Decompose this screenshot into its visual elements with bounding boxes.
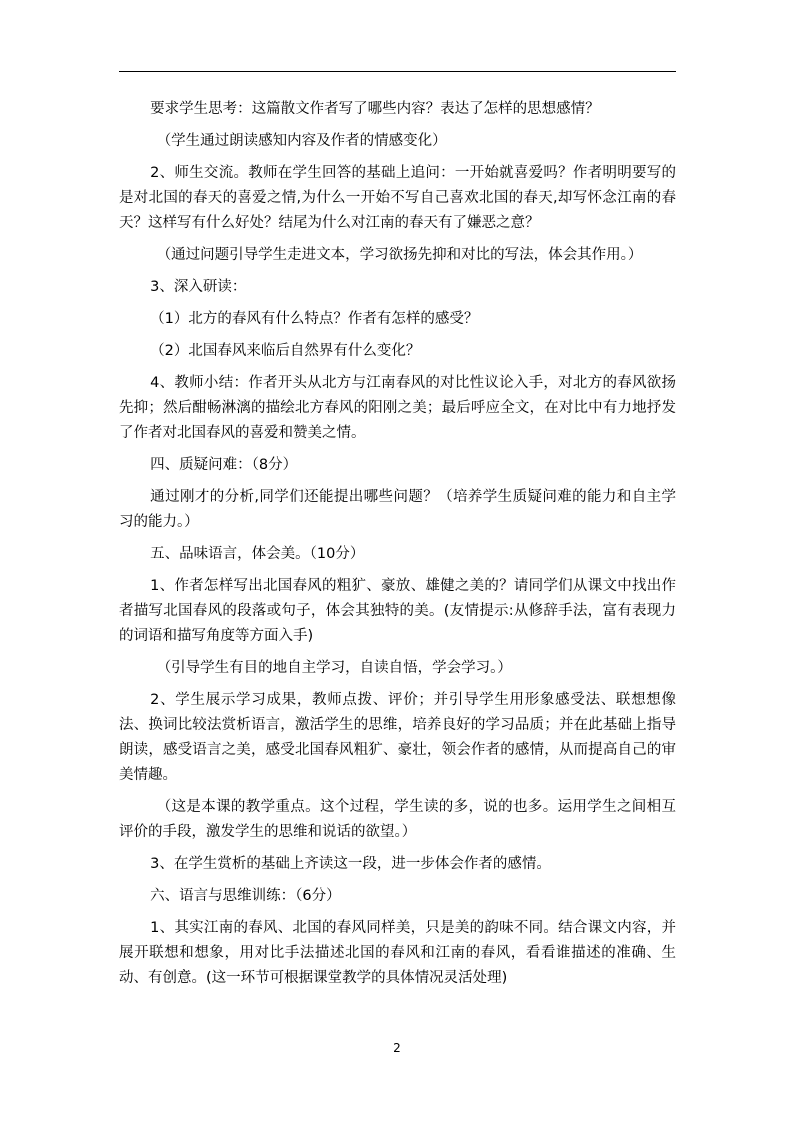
paragraph: 要求学生思考：这篇散文作者写了哪些内容？表达了怎样的思想感情？ (150, 101, 600, 117)
paragraph: 1、作者怎样写出北国春风的粗犷、豪放、雄健之美的？请同学们从课文中找出作者描写北国春风的段落或句子，体会其独特的美。(友情提示:从修辞手法，富有表现力的词语和描写角度等方面入手) (119, 578, 676, 644)
paragraph: 1、其实江南的春风、北国的春风同样美，只是美的韵味不同。结合课文内容，并展开联想和想象，用对比手法描述北国的春风和江南的春风，看看谁描述的准确、生动、有创意。(这一环节可根据课堂教学的具体情况灵活处理) (119, 920, 676, 986)
paragraph: 通过刚才的分析,同学们还能提出哪些问题？（培养学生质疑问难的能力和自主学习的能力。） (119, 489, 676, 530)
paragraph: 3、在学生赏析的基础上齐读这一段，进一步体会作者的感情。 (150, 856, 551, 872)
section-heading: 五、品味语言，体会美。（10分） (150, 546, 365, 562)
paragraph-note: （这是本课的教学重点。这个过程，学生读的多，说的也多。运用学生之间相互评价的手段，激发学生的思维和说话的欲望。） (119, 799, 676, 840)
section-heading: 六、语言与思维训练：（6分） (150, 888, 341, 904)
document-body (119, 97, 676, 998)
paragraph: 2、师生交流。教师在学生回答的基础上追问：一开始就喜爱吗？作者明明要写的是对北国的春天的喜爱之情,为什么一开始不写自己喜欢北国的春天,却写怀念江南的春天？这样写有什么好处？结尾为什么对江南的春天有了嫌恶之意？ (119, 165, 676, 231)
section-heading: 四、质疑问难：（8分） (150, 457, 298, 473)
paragraph: （1）北方的春风有什么特点？作者有怎样的感受？ (150, 311, 479, 327)
paragraph: 2、学生展示学习成果，教师点拨、评价；并引导学生用形象感受法、联想想像法、换词比较法赏析语言，激活学生的思维，培养良好的学习品质；并在此基础上指导朗读，感受语言之美，感受北国春风粗犷、豪壮，领会作者的感情，从而提高自己的审美情趣。 (119, 692, 676, 783)
paragraph-note: （通过问题引导学生走进文本，学习欲扬先抑和对比的写法，体会其作用。） (156, 247, 643, 263)
paragraph-note: （引导学生有目的地自主学习，自读自悟，学会学习。） (156, 660, 512, 676)
page-number: 2 (393, 1041, 401, 1055)
paragraph-note: （学生通过朗读感知内容及作者的情感变化） (156, 133, 447, 149)
header-rule (119, 71, 676, 72)
paragraph: 3、深入研读： (150, 279, 247, 295)
paragraph: （2）北国春风来临后自然界有什么变化？ (150, 343, 421, 359)
paragraph: 4、教师小结：作者开头从北方与江南春风的对比性议论入手，对北方的春风欲扬先抑；然后酣畅淋漓的描绘北方春风的阳刚之美；最后呼应全文，在对比中有力地抒发了作者对北国春风的喜爱和赞美之情。 (119, 375, 676, 441)
